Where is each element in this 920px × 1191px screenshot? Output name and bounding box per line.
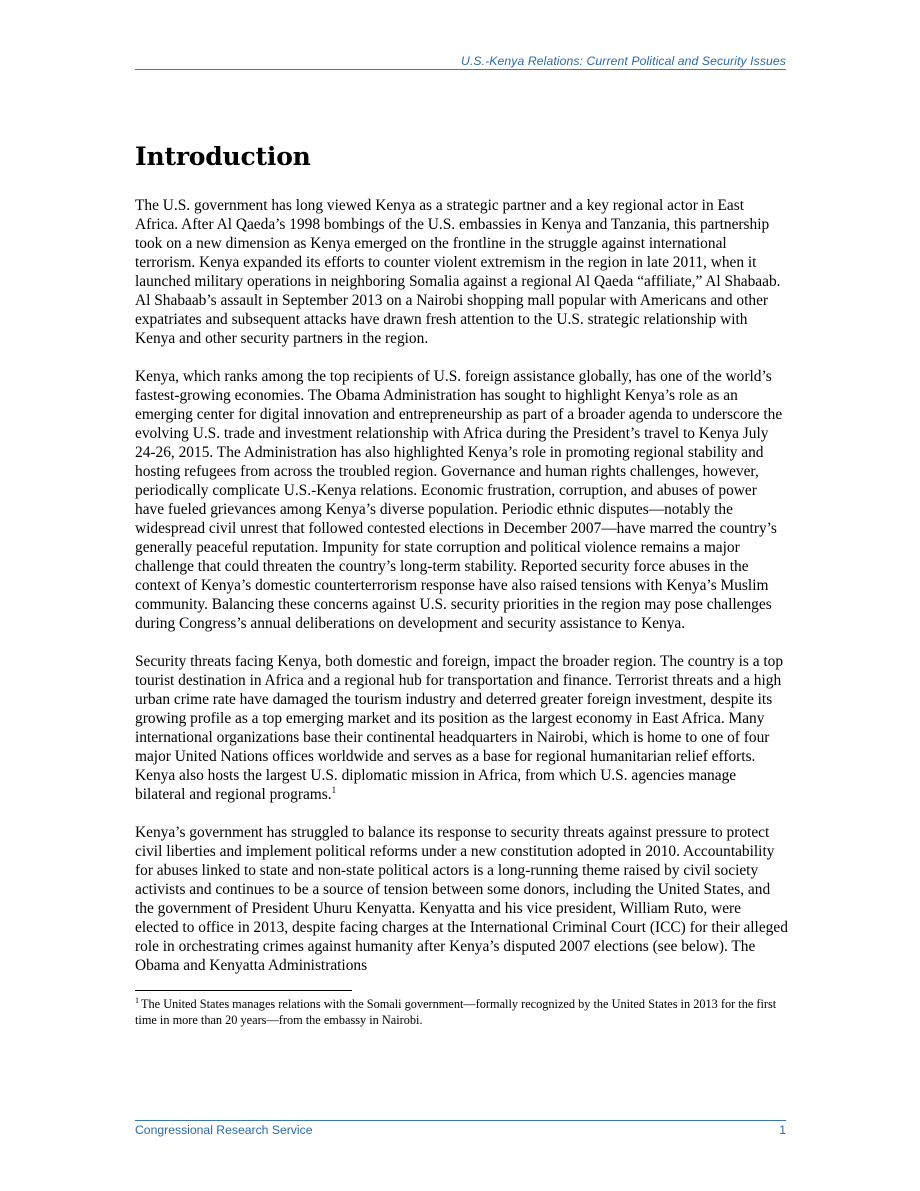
body-text (135, 196, 788, 994)
footnote-reference[interactable]: 1 (331, 785, 337, 795)
header-rule (135, 69, 786, 70)
section-title: Introduction (135, 142, 311, 171)
paragraph-3 (135, 652, 788, 804)
footnote-text: The United States manages relations with the Somali government—formally recognized by the United States in 2013 for the first time in more than 20 years—from the embassy in Nairobi. (135, 997, 777, 1027)
running-header: U.S.-Kenya Relations: Current Political and Security Issues (461, 54, 786, 68)
footer-organization: Congressional Research Service (135, 1123, 313, 1137)
footer-rule (135, 1120, 786, 1121)
footnote-number: 1 (135, 996, 139, 1005)
footnote-rule (135, 990, 352, 991)
footnote (135, 997, 787, 1028)
paragraph-4: Kenya’s government has struggled to balance its response to security threats against pressure to protect civil liberties and implement political reforms under a new constitution adopted in 2010. Accountability for abuses linked to state and non-state political actors is a long-running theme raised by civil society activists and continues to be a source of tension between some donors, including the United States, and the government of President Uhuru Kenyatta. Kenyatta and his vice president, William Ruto, were elected to office in 2013, despite facing charges at the International Criminal Court (ICC) for their alleged role in orchestrating crimes against humanity after Kenya’s disputed 2007 elections (see below). The Obama and Kenyatta Administrations (135, 824, 788, 974)
paragraph-1: The U.S. government has long viewed Kenya as a strategic partner and a key regional actor in East Africa. After Al Qaeda’s 1998 bombings of the U.S. embassies in Kenya and Tanzania, this partnership took on a new dimension as Kenya emerged on the frontline in the struggle against international terrorism. Kenya expanded its efforts to counter violent extremism in the region in late 2011, when it launched military operations in neighboring Somalia against a regional Al Qaeda “affiliate,” Al Shabaab. Al Shabaab’s assault in September 2013 on a Nairobi shopping mall popular with Americans and other expatriates and subsequent attacks have drawn fresh attention to the U.S. strategic relationship with Kenya and other security partners in the region. (135, 197, 781, 347)
paragraph-3-text: Security threats facing Kenya, both domestic and foreign, impact the broader region. The country is a top tourist destination in Africa and a regional hub for transportation and finance. Terrorist threats and a high urban crime rate have damaged the tourism industry and deterred greater foreign investment, despite its growing profile as a top emerging market and its position as the largest economy in East Africa. Many international organizations base their continental headquarters in Nairobi, which is home to one of four major United Nations offices worldwide and serves as a base for regional humanitarian relief efforts. Kenya also hosts the largest U.S. diplomatic mission in Africa, from which U.S. agencies manage bilateral and regional programs. (135, 653, 784, 803)
paragraph-2: Kenya, which ranks among the top recipients of U.S. foreign assistance globally, has one of the world’s fastest-growing economies. The Obama Administration has sought to highlight Kenya’s role as an emerging center for digital innovation and entrepreneurship as part of a broader agenda to underscore the evolving U.S. trade and investment relationship with Africa during the President’s travel to Kenya July 24-26, 2015. The Administration has also highlighted Kenya’s role in promoting regional stability and hosting refugees from across the troubled region. Governance and human rights challenges, however, periodically complicate U.S.-Kenya relations. Economic frustration, corruption, and abuses of power have fueled grievances among Kenya’s diverse population. Periodic ethnic disputes—notably the widespread civil unrest that followed contested elections in December 2007—have marred the country’s generally peaceful reputation. Impunity for state corruption and political violence remains a major challenge that could threaten the country’s long-term stability. Reported security force abuses in the context of Kenya’s domestic counterterrorism response have also raised tensions with Kenya’s Muslim community. Balancing these concerns against U.S. security priorities in the region may pose challenges during Congress’s annual deliberations on development and security assistance to Kenya. (135, 368, 783, 632)
page-number: 1 (779, 1123, 786, 1137)
